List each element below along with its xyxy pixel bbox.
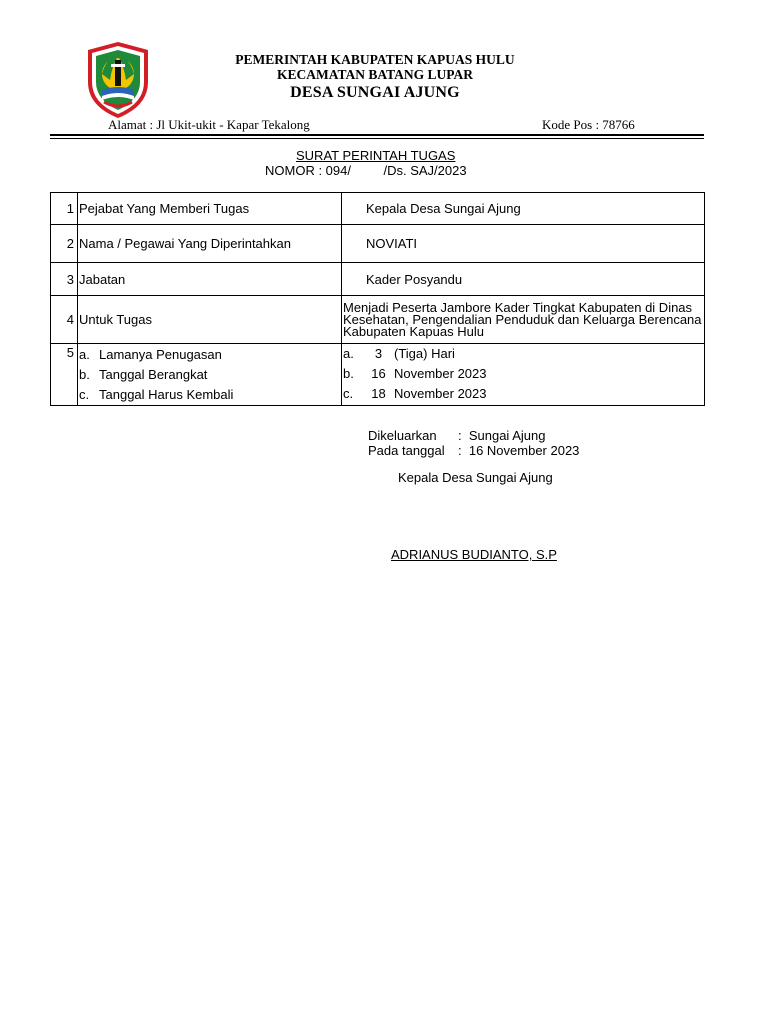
sub-value (343, 344, 704, 364)
sub-item (79, 384, 341, 404)
sub-item-label: Tanggal Berangkat (99, 366, 208, 382)
sub-item-label: Tanggal Harus Kembali (99, 386, 234, 402)
row-value (342, 344, 705, 406)
header-divider-thin (50, 138, 704, 139)
sub-value-number: 16 (371, 366, 386, 381)
row-label (78, 344, 342, 406)
sub-value-number: 18 (371, 386, 386, 401)
header-postcode: Kode Pos : 78766 (542, 117, 635, 132)
row-value: NOVIATI (342, 225, 705, 263)
row-label: Untuk Tugas (78, 296, 342, 344)
letter-title: SURAT PERINTAH TUGAS (296, 148, 456, 163)
row-number: 4 (51, 296, 78, 344)
letter-number: NOMOR : 094/ /Ds. SAJ/2023 (265, 163, 467, 178)
header-village-line: DESA SUNGAI AJUNG (290, 84, 460, 101)
table-row (51, 296, 705, 344)
sub-value-number: 3 (374, 346, 383, 361)
row-number: 2 (51, 225, 78, 263)
sub-item (79, 344, 341, 364)
row-label: Nama / Pegawai Yang Diperintahkan (78, 225, 342, 263)
header-divider-thick (50, 134, 704, 136)
sub-value-key: b. (343, 366, 354, 381)
sub-value-text: November 2023 (394, 366, 487, 381)
row-value: Menjadi Peserta Jambore Kader Tingkat Kabupaten di Dinas Kesehatan, Pengendalian Penduduk dan Keluarga Berencana Kabupaten Kapuas Hulu (342, 296, 705, 344)
date-label: Pada tanggal (368, 443, 445, 458)
row-number: 1 (51, 193, 78, 225)
sub-value-key: a. (343, 346, 354, 361)
signatory-name: ADRIANUS BUDIANTO, S.P (391, 547, 557, 562)
row-value: Kader Posyandu (342, 263, 705, 296)
row-value: Kepala Desa Sungai Ajung (342, 193, 705, 225)
sub-value (343, 364, 704, 384)
row-label: Pejabat Yang Memberi Tugas (78, 193, 342, 225)
table-row (51, 344, 705, 406)
header-address: Alamat : Jl Ukit-ukit - Kapar Tekalong (108, 117, 310, 132)
row-number: 3 (51, 263, 78, 296)
sub-value-key: c. (343, 386, 354, 401)
row-number: 5 (51, 344, 78, 406)
row-label: Jabatan (78, 263, 342, 296)
header-government-line: PEMERINTAH KABUPATEN KAPUAS HULU (235, 52, 515, 67)
sub-item-key: c. (79, 386, 90, 402)
table-row (51, 193, 705, 225)
table-row (51, 225, 705, 263)
table-row (51, 263, 705, 296)
header-district-line: KECAMATAN BATANG LUPAR (277, 67, 473, 82)
sub-item (79, 364, 341, 384)
sub-item-key: a. (79, 346, 90, 362)
sub-value-text: November 2023 (394, 386, 487, 401)
assignment-table (50, 192, 705, 406)
regency-emblem-logo (82, 40, 154, 120)
issued-value: : Sungai Ajung (458, 428, 546, 443)
issued-label: Dikeluarkan (368, 428, 437, 443)
sub-value-text: (Tiga) Hari (394, 346, 455, 361)
sub-item-label: Lamanya Penugasan (99, 346, 222, 362)
sub-value (343, 384, 704, 404)
signatory-position: Kepala Desa Sungai Ajung (398, 470, 553, 485)
date-value: : 16 November 2023 (458, 443, 580, 458)
sub-item-key: b. (79, 366, 90, 382)
